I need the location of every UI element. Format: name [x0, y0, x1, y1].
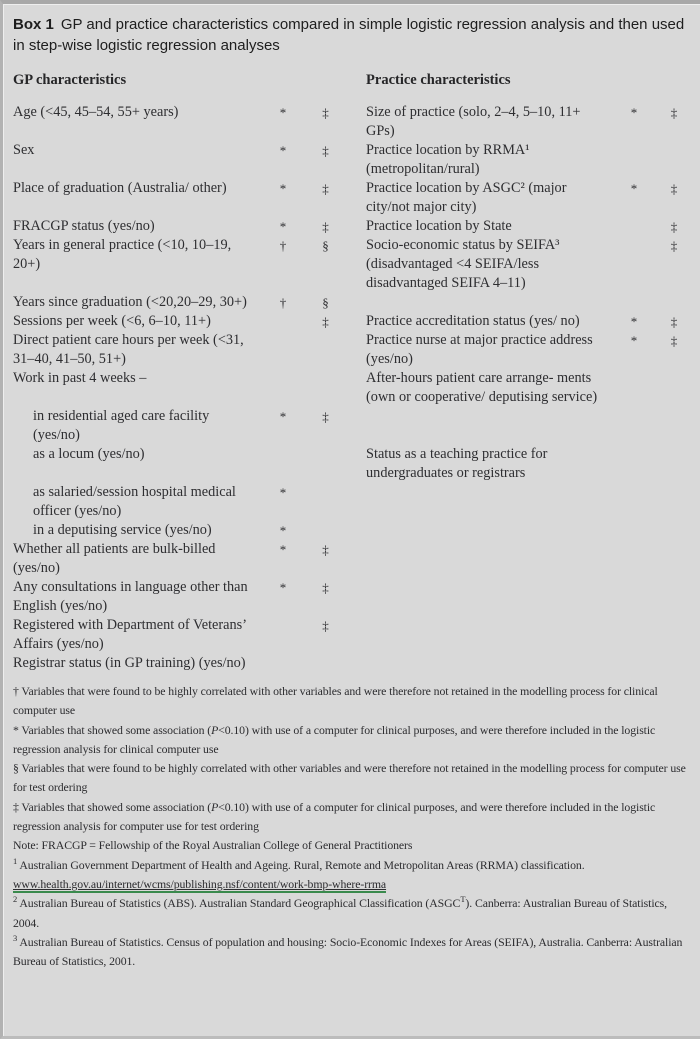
- table-row: [13, 578, 693, 616]
- gp-characteristic-label: in a deputising service (yes/no): [33, 522, 212, 538]
- practice-marker-secondary: [655, 445, 693, 483]
- gp-marker-secondary: ‡: [322, 580, 329, 595]
- column-gap: [348, 293, 366, 312]
- box-number-label: Box 1: [13, 16, 54, 33]
- gp-marker-secondary: [303, 331, 348, 369]
- fracgp-note: Note: FRACGP = Fellowship of the Royal Australian College of General Practitioners: [13, 838, 413, 853]
- table-row: [13, 369, 693, 407]
- table-header-row: [13, 56, 693, 103]
- column-gap: [348, 654, 366, 673]
- gp-marker-primary: *: [279, 105, 287, 120]
- practice-characteristic-label: [366, 521, 613, 540]
- table-row: [13, 312, 693, 331]
- table-row: [13, 179, 693, 217]
- practice-marker-primary: *: [630, 105, 638, 120]
- practice-marker-secondary: [655, 540, 693, 578]
- gp-marker-primary: [263, 445, 303, 483]
- gp-characteristic-label: FRACGP status (yes/no): [13, 218, 155, 234]
- practice-marker-primary: [613, 217, 655, 236]
- practice-marker-secondary: [655, 654, 693, 673]
- gp-characteristic-label: Sessions per week (<6, 6–10, 11+): [13, 313, 211, 329]
- gp-characteristic-label: as a locum (yes/no): [33, 446, 145, 462]
- table-row: [13, 331, 693, 369]
- table-row: [13, 103, 693, 141]
- gp-marker-secondary: §: [322, 295, 329, 310]
- gp-marker-primary: †: [279, 295, 287, 310]
- column-gap: [348, 217, 366, 236]
- table-row: [13, 236, 693, 293]
- table-row: [13, 141, 693, 179]
- practice-marker-secondary: ‡: [670, 105, 678, 120]
- gp-characteristic-label: Years in general practice (<10, 10–19, 20+): [13, 237, 232, 272]
- table-row: [13, 217, 693, 236]
- gp-marker-secondary: [303, 445, 348, 483]
- gp-marker-primary: *: [279, 523, 287, 538]
- column-gap: [348, 331, 366, 369]
- practice-marker-primary: [613, 616, 655, 654]
- column-gap: [348, 56, 366, 103]
- gp-characteristic-label: Whether all patients are bulk-billed (yes/no): [13, 541, 216, 576]
- practice-marker-primary: *: [630, 181, 638, 196]
- column-gap: [348, 103, 366, 141]
- gp-marker-secondary: ‡: [322, 105, 329, 120]
- column-gap: [348, 445, 366, 483]
- practice-marker-secondary: ‡: [670, 333, 678, 348]
- practice-characteristic-label: Socio-economic status by SEIFA³ (disadvantaged <4 SEIFA/less disadvantaged SEIFA 4–11): [366, 237, 560, 291]
- practice-characteristic-label: Practice nurse at major practice address (yes/no): [366, 332, 593, 367]
- practice-characteristics-header: Practice characteristics: [366, 72, 511, 88]
- double-dagger-footnote: ‡ Variables that showed some association (P<0.10) with use of a computer for clinical purposes, and were therefore included in the logistic regression analysis for computer use for test ordering: [13, 799, 656, 834]
- practice-marker-primary: [613, 141, 655, 179]
- practice-characteristic-label: [366, 540, 613, 578]
- gp-marker-primary: †: [279, 238, 287, 253]
- gp-marker-primary: [263, 312, 303, 331]
- practice-marker-secondary: ‡: [670, 219, 678, 234]
- practice-marker-secondary: ‡: [670, 314, 678, 329]
- practice-marker-secondary: [655, 616, 693, 654]
- gp-marker-secondary: ‡: [322, 618, 329, 633]
- column-gap: [348, 540, 366, 578]
- table-row: [13, 654, 693, 673]
- practice-marker-primary: [613, 521, 655, 540]
- table-row: [13, 521, 693, 540]
- practice-marker-primary: [613, 654, 655, 673]
- practice-characteristic-label: Practice accreditation status (yes/ no): [366, 313, 580, 329]
- rrma-url-link[interactable]: www.health.gov.au/internet/wcms/publishing.nsf/content/work-bmp-where-rrma: [13, 876, 387, 891]
- gp-characteristic-label: Registrar status (in GP training) (yes/no): [13, 655, 246, 671]
- column-gap: [348, 236, 366, 293]
- table-row: [13, 483, 693, 521]
- practice-marker-secondary: [655, 141, 693, 179]
- practice-marker-primary: [613, 293, 655, 312]
- gp-marker-secondary: ‡: [322, 181, 329, 196]
- practice-characteristic-label: Practice location by State: [366, 218, 512, 234]
- practice-characteristic-label: [366, 616, 613, 654]
- asterisk-footnote: * Variables that showed some association (P<0.10) with use of a computer for clinical purposes, and were therefore included in the logistic regression analysis for clinical computer use: [13, 722, 656, 756]
- column-gap: [348, 578, 366, 616]
- dagger-footnote: † Variables that were found to be highly correlated with other variables and were therefore not retained in the modelling process for clinical computer use: [13, 684, 658, 718]
- practice-marker-secondary: [655, 369, 693, 407]
- gp-marker-primary: *: [279, 143, 287, 158]
- box-title-text: GP and practice characteristics compared in simple logistic regression analysis and then used in step-wise logistic regression analyses: [13, 16, 685, 54]
- column-gap: [348, 407, 366, 445]
- gp-marker-primary: [263, 331, 303, 369]
- practice-marker-primary: [613, 483, 655, 521]
- practice-characteristic-label: Practice location by RRMA¹ (metropolitan/rural): [366, 142, 530, 177]
- practice-marker-primary: *: [630, 314, 638, 329]
- column-gap: [348, 521, 366, 540]
- gp-characteristic-label: as salaried/session hospital medical officer (yes/no): [33, 484, 236, 519]
- column-gap: [348, 616, 366, 654]
- practice-marker-secondary: [655, 578, 693, 616]
- practice-characteristic-label: Practice location by ASGC² (major city/not major city): [366, 180, 567, 215]
- gp-characteristic-label: Sex: [13, 142, 35, 158]
- gp-characteristic-label: Work in past 4 weeks –: [13, 370, 147, 386]
- practice-characteristic-label: [366, 407, 613, 445]
- practice-characteristic-label: Size of practice (solo, 2–4, 5–10, 11+ GPs): [366, 104, 581, 139]
- column-gap: [348, 141, 366, 179]
- gp-marker-primary: *: [279, 485, 287, 500]
- table-row: [13, 407, 693, 445]
- gp-characteristic-label: Any consultations in language other than English (yes/no): [13, 579, 248, 614]
- practice-marker-primary: [613, 369, 655, 407]
- practice-marker-primary: [613, 540, 655, 578]
- gp-characteristic-label: Years since graduation (<20,20–29, 30+): [13, 294, 247, 310]
- gp-characteristic-label: Direct patient care hours per week (<31, 31–40, 41–50, 51+): [13, 332, 244, 367]
- gp-marker-secondary: ‡: [322, 219, 329, 234]
- practice-marker-secondary: ‡: [670, 181, 678, 196]
- table-row: [13, 293, 693, 312]
- practice-characteristic-label: [366, 578, 613, 616]
- practice-characteristic-label: After-hours patient care arrange- ments (own or cooperative/ deputising service): [366, 370, 598, 405]
- gp-marker-primary: *: [279, 181, 287, 196]
- practice-marker-primary: [613, 578, 655, 616]
- gp-characteristic-label: in residential aged care facility (yes/no): [33, 408, 210, 443]
- footnotes-section: [13, 682, 691, 971]
- gp-marker-secondary: [303, 369, 348, 407]
- gp-characteristic-label: Place of graduation (Australia/ other): [13, 180, 227, 196]
- practice-marker-secondary: ‡: [670, 238, 678, 253]
- gp-marker-primary: *: [279, 580, 287, 595]
- practice-marker-secondary: [655, 521, 693, 540]
- practice-characteristic-label: [366, 293, 613, 312]
- box-title: [13, 14, 689, 56]
- practice-marker-secondary: [655, 293, 693, 312]
- gp-marker-secondary: ‡: [322, 314, 329, 329]
- table-row: [13, 445, 693, 483]
- gp-marker-primary: *: [279, 219, 287, 234]
- gp-marker-primary: [263, 369, 303, 407]
- gp-marker-secondary: ‡: [322, 409, 329, 424]
- gp-characteristic-label: Registered with Department of Veterans’ Affairs (yes/no): [13, 617, 246, 652]
- column-gap: [348, 312, 366, 331]
- gp-marker-primary: [263, 654, 303, 673]
- table-row: [13, 540, 693, 578]
- column-gap: [348, 179, 366, 217]
- practice-marker-primary: [613, 445, 655, 483]
- gp-marker-primary: [263, 616, 303, 654]
- practice-characteristic-label: Status as a teaching practice for undergraduates or registrars: [366, 446, 548, 481]
- reference-1: $^1$ Australian Government Department of Health and Ageing. Rural, Remote and Metropolitan Areas (RRMA) classification. www.health.gov.au/internet/wcms/publishing.nsf/content/work-bmp-where-rrma: [13, 855, 585, 891]
- practice-marker-secondary: [655, 483, 693, 521]
- gp-marker-secondary: [303, 654, 348, 673]
- practice-characteristic-label: [366, 483, 613, 521]
- practice-marker-primary: *: [630, 333, 638, 348]
- gp-marker-secondary: ‡: [322, 143, 329, 158]
- reference-2: $^2$ Australian Bureau of Statistics (ABS). Australian Standard Geographical Classification $(ASGC^T)$. Canberra: Australian Bureau of Statistics, 2004.: [13, 894, 667, 930]
- gp-marker-secondary: §: [322, 238, 329, 253]
- gp-marker-secondary: [303, 483, 348, 521]
- gp-marker-primary: *: [279, 409, 287, 424]
- column-gap: [348, 369, 366, 407]
- gp-marker-secondary: [303, 521, 348, 540]
- gp-characteristic-label: Age (<45, 45–54, 55+ years): [13, 104, 179, 120]
- practice-characteristic-label: [366, 654, 613, 673]
- characteristics-table: [13, 56, 693, 673]
- gp-characteristics-header: GP characteristics: [13, 72, 127, 88]
- gp-marker-primary: *: [279, 542, 287, 557]
- table-row: [13, 616, 693, 654]
- column-gap: [348, 483, 366, 521]
- section-footnote: § Variables that were found to be highly correlated with other variables and were therefore not retained in the modelling process for computer use for test ordering: [13, 761, 686, 795]
- gp-marker-secondary: ‡: [322, 542, 329, 557]
- practice-marker-secondary: [655, 407, 693, 445]
- practice-marker-primary: [613, 407, 655, 445]
- practice-marker-primary: [613, 236, 655, 293]
- reference-3: $^3$ Australian Bureau of Statistics. Census of population and housing: Socio-Economic Indexes for Areas (SEIFA), Australia. Canberra: Australian Bureau of Statistics, 2001.: [13, 932, 683, 969]
